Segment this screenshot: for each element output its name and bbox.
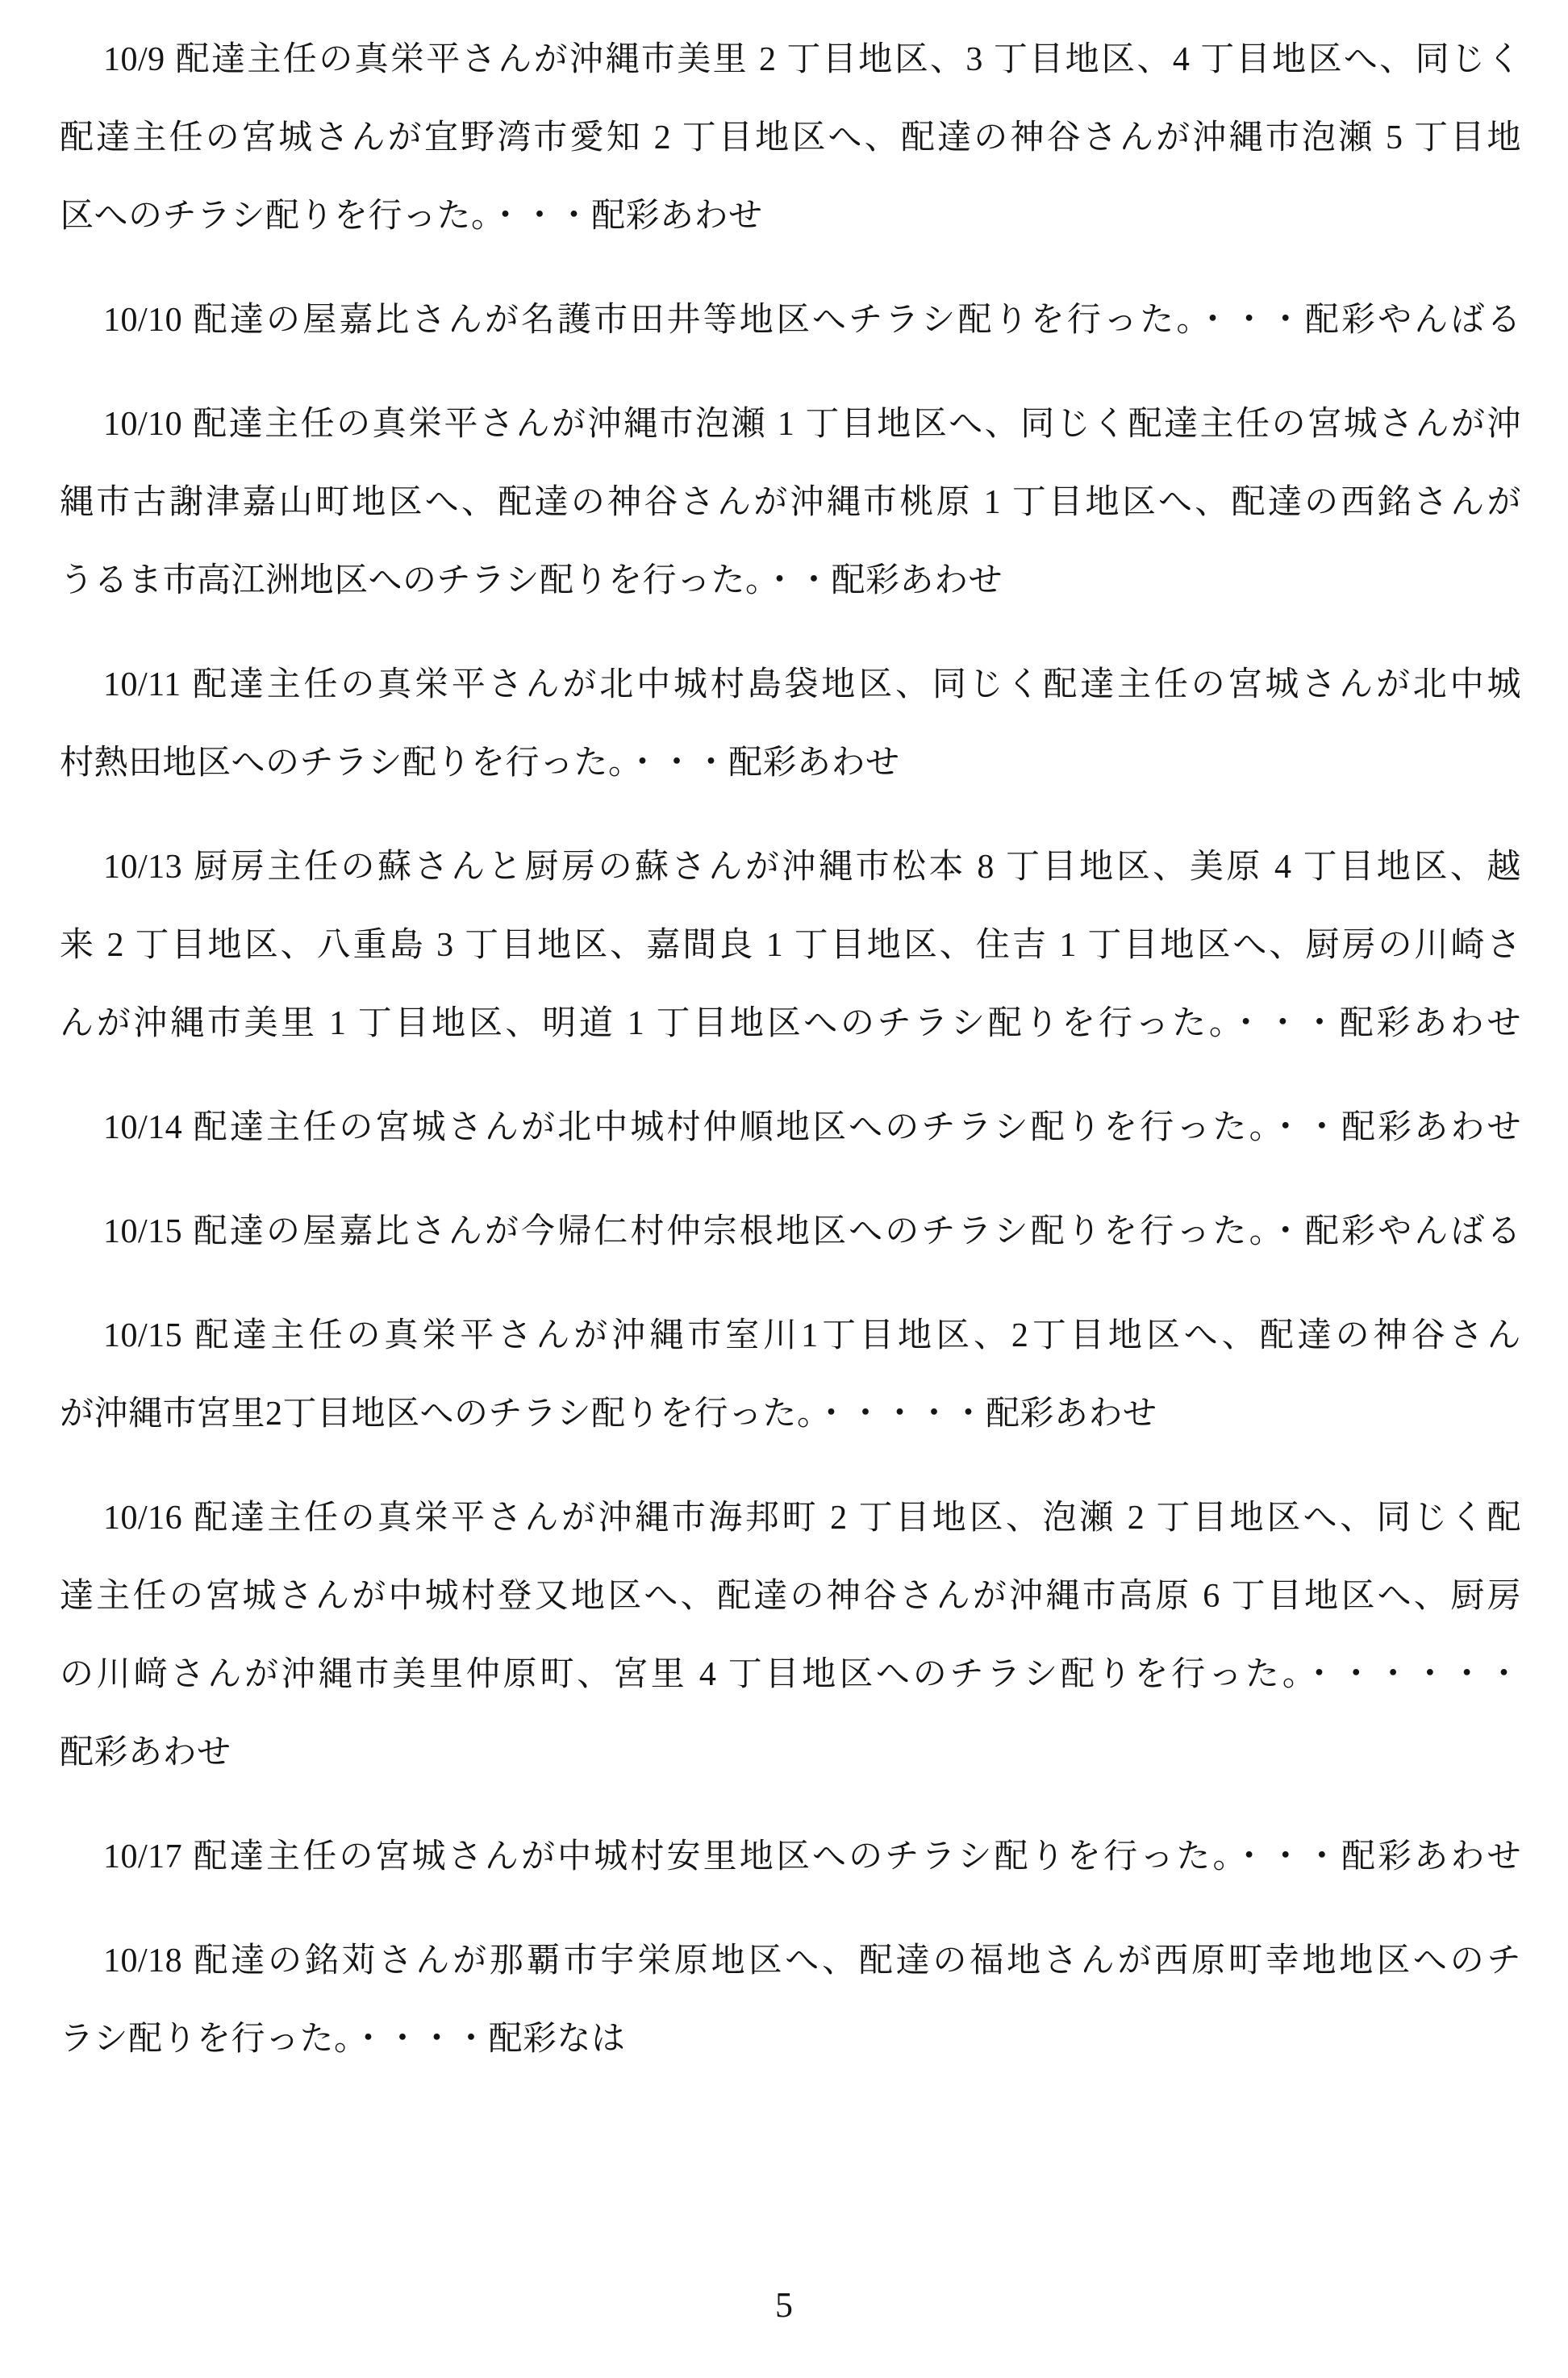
paragraph bbox=[60, 646, 1521, 803]
text-line: の川﨑さんが沖縄市美里仲原町、宮里 4 丁目地区へのチラシ配りを行った。・・・・・・ bbox=[60, 1656, 1521, 1693]
text-line: 達主任の宮城さんが中城村登又地区へ、配達の神谷さんが沖縄市高原 6 丁目地区へ、厨房 bbox=[60, 1578, 1521, 1615]
text-line: 10/16 配達主任の真栄平さんが沖縄市海邦町 2 丁目地区、泡瀬 2 丁目地区へ、同じく配 bbox=[103, 1500, 1521, 1537]
text-line: が沖縄市宮里2丁目地区へのチラシ配りを行った。・・・・・配彩あわせ bbox=[60, 1396, 1157, 1433]
paragraph bbox=[60, 21, 1521, 256]
page-number: 5 bbox=[775, 2285, 793, 2325]
text-line: 来 2 丁目地区、八重島 3 丁目地区、嘉間良 1 丁目地区、住吉 1 丁目地区へ、厨房の川崎さ bbox=[60, 927, 1521, 964]
text-line: 配達主任の宮城さんが宜野湾市愛知 2 丁目地区へ、配達の神谷さんが沖縄市泡瀬 5 丁目地 bbox=[60, 119, 1521, 156]
paragraph bbox=[60, 1297, 1521, 1454]
paragraph bbox=[60, 282, 1521, 360]
text-line: 10/9 配達主任の真栄平さんが沖縄市美里 2 丁目地区、3 丁目地区、4 丁目地区へ、同じく bbox=[103, 41, 1521, 78]
paragraph bbox=[60, 1193, 1521, 1271]
text-line: 10/15 配達の屋嘉比さんが今帰仁村仲宗根地区へのチラシ配りを行った。・配彩やんばる bbox=[103, 1213, 1521, 1250]
text-line: 配彩あわせ bbox=[60, 1734, 231, 1771]
text-line: 10/18 配達の銘苅さんが那覇市宇栄原地区へ、配達の福地さんが西原町幸地地区へのチ bbox=[103, 1942, 1521, 1980]
text-line: 10/13 厨房主任の蘇さんと厨房の蘇さんが沖縄市松本 8 丁目地区、美原 4 丁目地区、越 bbox=[103, 849, 1521, 886]
text-line: 10/10 配達主任の真栄平さんが沖縄市泡瀬 1 丁目地区へ、同じく配達主任の宮城さんが沖 bbox=[103, 406, 1521, 443]
text-line: 縄市古謝津嘉山町地区へ、配達の神谷さんが沖縄市桃原 1 丁目地区へ、配達の西銘さんが bbox=[60, 484, 1521, 521]
paragraph bbox=[60, 1479, 1521, 1792]
text-line: 10/10 配達の屋嘉比さんが名護市田井等地区へチラシ配りを行った。・・・配彩やんばる bbox=[103, 302, 1521, 339]
paragraph bbox=[60, 828, 1521, 1063]
text-line: 10/17 配達主任の宮城さんが中城村安里地区へのチラシ配りを行った。・・・配彩あわせ bbox=[103, 1838, 1521, 1875]
text-line: 10/14 配達主任の宮城さんが北中城村仲順地区へのチラシ配りを行った。・・配彩あわせ bbox=[103, 1109, 1521, 1146]
text-line: 村熱田地区へのチラシ配りを行った。・・・配彩あわせ bbox=[60, 745, 900, 782]
text-line: 10/11 配達主任の真栄平さんが北中城村島袋地区、同じく配達主任の宮城さんが北中城 bbox=[103, 666, 1521, 703]
text-line: ラシ配りを行った。・・・・配彩なは bbox=[60, 2021, 626, 2058]
text-line: 区へのチラシ配りを行った。・・・配彩あわせ bbox=[60, 198, 763, 235]
paragraph bbox=[60, 1818, 1521, 1896]
paragraph bbox=[60, 1922, 1521, 2079]
text-line: んが沖縄市美里 1 丁目地区、明道 1 丁目地区へのチラシ配りを行った。・・・配彩あわせ bbox=[60, 1005, 1521, 1042]
paragraph bbox=[60, 386, 1521, 620]
paragraph bbox=[60, 1089, 1521, 1167]
text-line: 10/15 配達主任の真栄平さんが沖縄市室川1丁目地区、2丁目地区へ、配達の神谷さん bbox=[103, 1317, 1521, 1354]
text-line: うるま市高江洲地区へのチラシ配りを行った。・・配彩あわせ bbox=[60, 562, 1003, 599]
